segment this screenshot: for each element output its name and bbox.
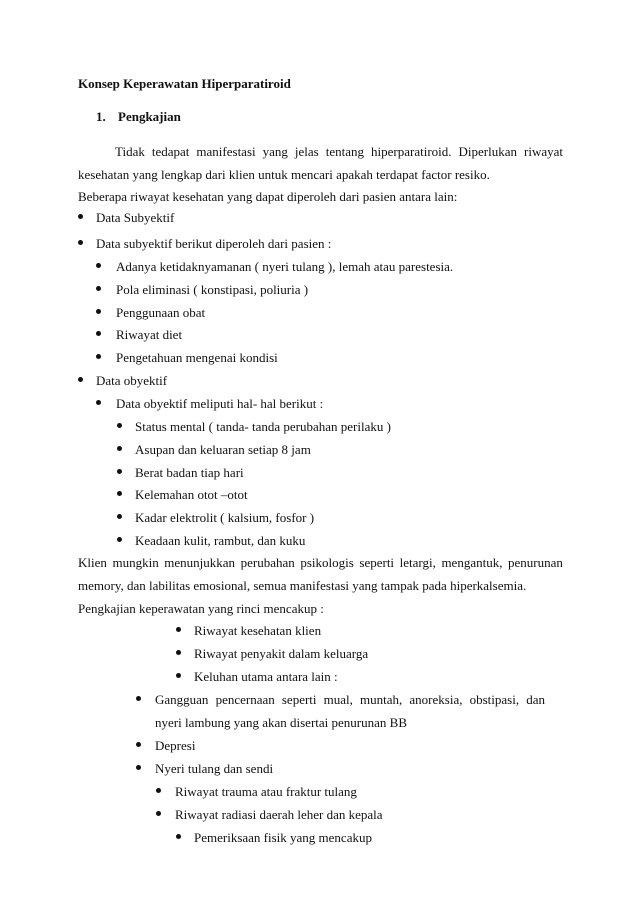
word: menunjukkan	[164, 555, 236, 570]
word: tentang	[325, 144, 365, 159]
complaint-item: Depresi	[155, 738, 196, 753]
word: perubahan	[240, 555, 295, 570]
detailed-intro: Pengkajian keperawatan yang rinci mencakup :	[78, 601, 324, 616]
word: muntah,	[360, 692, 403, 707]
subjective-item: Pengetahuan mengenai kondisi	[116, 350, 278, 365]
word: mual,	[323, 692, 353, 707]
detailed-item: Keluhan utama antara lain :	[194, 669, 338, 684]
intro-line-2: kesehatan yang lengkap dari klien untuk mencari apakah terdapat factor resiko.	[78, 167, 490, 182]
pain-item: Riwayat radiasi daerah leher dan kepala	[175, 807, 383, 822]
word: letargi,	[399, 555, 436, 570]
section-heading: Pengkajian	[118, 109, 181, 124]
complaint-line-2: nyeri lambung yang akan disertai penurunan BB	[155, 715, 407, 730]
bullet-icon	[96, 263, 101, 268]
data-obyektif-label: Data obyektif	[96, 373, 168, 388]
bullet-icon	[176, 627, 181, 632]
bullet-icon	[78, 240, 83, 245]
word: yang	[262, 144, 288, 159]
subjective-intro: Data subyektif berikut diperoleh dari pasien :	[96, 236, 332, 251]
word: jelas	[294, 144, 319, 159]
bullet-icon	[117, 514, 122, 519]
bullet-icon	[176, 834, 181, 839]
word: hiperparatiroid.	[371, 144, 452, 159]
word: riwayat	[524, 144, 563, 159]
word: mengantuk,	[441, 555, 503, 570]
subjective-item: Adanya ketidaknyamanan ( nyeri tulang ), lemah atau parestesia.	[116, 259, 454, 274]
word: anoreksia,	[409, 692, 463, 707]
word: tedapat	[151, 144, 190, 159]
detailed-item: Riwayat kesehatan klien	[194, 623, 322, 638]
word: manifestasi	[196, 144, 256, 159]
objective-item: Status mental ( tanda- tanda perubahan perilaku )	[135, 419, 391, 434]
section-number: 1.	[96, 109, 106, 124]
bullet-icon	[136, 696, 141, 701]
exam-item: Pemeriksaan fisik yang mencakup	[194, 830, 372, 845]
word: psikologis	[300, 555, 354, 570]
objective-item: Berat badan tiap hari	[135, 465, 244, 480]
bullet-icon	[96, 400, 101, 405]
bullet-icon	[156, 811, 161, 816]
bullet-icon	[96, 309, 101, 314]
bullet-icon	[78, 214, 83, 219]
objective-item: Kelemahan otot –otot	[135, 487, 248, 502]
word: seperti	[359, 555, 395, 570]
intro-line-1	[115, 144, 563, 160]
subjective-item: Riwayat diet	[116, 327, 183, 342]
complaint-item: Nyeri tulang dan sendi	[155, 761, 274, 776]
bullet-icon	[117, 423, 122, 428]
psych-line-2: memory, dan labilitas emosional, semua manifestasi yang tampak pada hiperkalsemia.	[78, 578, 527, 593]
bullet-icon	[136, 742, 141, 747]
objective-item: Kadar elektrolit ( kalsium, fosfor )	[135, 510, 315, 525]
word: Klien	[78, 555, 107, 570]
objective-intro: Data obyektif meliputi hal- hal berikut :	[116, 396, 324, 411]
history-intro: Beberapa riwayat kesehatan yang dapat diperoleh dari pasien antara lain:	[78, 189, 458, 204]
subjective-item: Pola eliminasi ( konstipasi, poliuria )	[116, 282, 309, 297]
objective-item: Asupan dan keluaran setiap 8 jam	[135, 442, 311, 457]
word: Diperlukan	[458, 144, 517, 159]
bullet-icon	[117, 491, 122, 496]
word: Tidak	[115, 144, 145, 159]
bullet-icon	[156, 788, 161, 793]
bullet-icon	[176, 650, 181, 655]
complaint-line-1	[155, 692, 545, 708]
objective-item: Keadaan kulit, rambut, dan kuku	[135, 533, 306, 548]
word: mungkin	[112, 555, 159, 570]
psych-line-1	[78, 555, 563, 571]
word: dan	[526, 692, 545, 707]
word: penurunan	[508, 555, 563, 570]
bullet-icon	[78, 377, 83, 382]
word: obstipasi,	[469, 692, 520, 707]
bullet-icon	[176, 673, 181, 678]
detailed-item: Riwayat penyakit dalam keluarga	[194, 646, 369, 661]
bullet-icon	[117, 469, 122, 474]
word: seperti	[281, 692, 317, 707]
bullet-icon	[117, 537, 122, 542]
word: Gangguan	[155, 692, 209, 707]
bullet-icon	[96, 331, 101, 336]
bullet-icon	[96, 286, 101, 291]
subjective-item: Penggunaan obat	[116, 305, 206, 320]
document-title: Konsep Keperawatan Hiperparatiroid	[78, 76, 291, 91]
bullet-icon	[117, 446, 122, 451]
data-subyektif-label: Data Subyektif	[96, 210, 175, 225]
bullet-icon	[96, 354, 101, 359]
bullet-icon	[136, 765, 141, 770]
pain-item: Riwayat trauma atau fraktur tulang	[175, 784, 357, 799]
word: pencernaan	[215, 692, 275, 707]
